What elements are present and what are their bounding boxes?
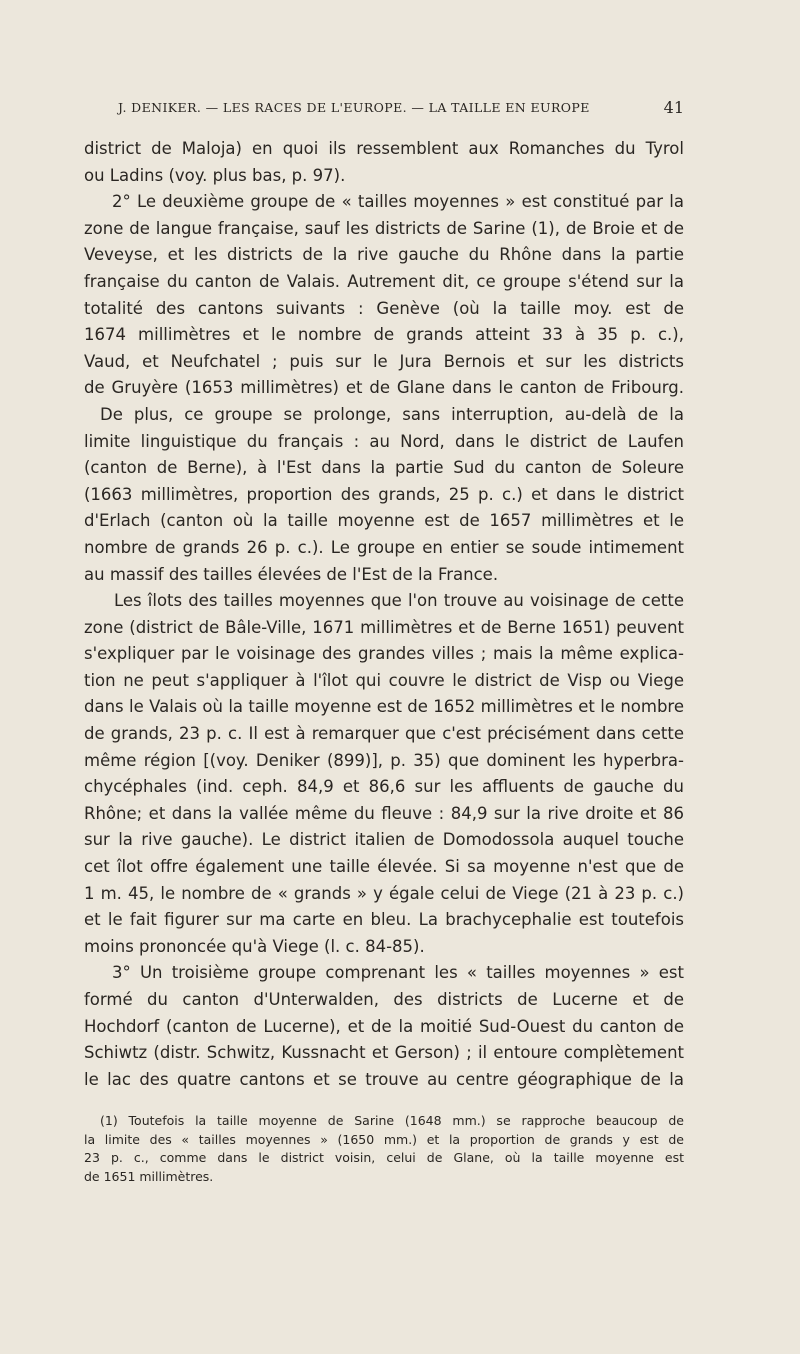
text-line: Vaud, et Neufchatel ; puis sur le Jura Bernois et sur les districts (84, 351, 684, 371)
footnote-line: (1) Toutefois la taille moyenne de Sarine (1648 mm.) se rapproche beaucoup de (100, 1113, 684, 1128)
text-line: Veveyse, et les districts de la rive gauche du Rhône dans la partie (84, 245, 684, 265)
text-line: et le fait figurer sur ma carte en bleu. La brachycephalie est toutefois (84, 910, 684, 930)
footnote-line: de 1651 millimètres. (84, 1168, 214, 1184)
text-line: 2° Le deuxième groupe de « tailles moyennes » est constitué par la (112, 192, 684, 212)
text-line: (canton de Berne), à l'Est dans la partie Sud du canton de Soleure (84, 458, 684, 478)
text-line: moins prononcée qu'à Viege (l. c. 84-85). (84, 936, 425, 956)
text-line: tion ne peut s'appliquer à l'îlot qui couvre le district de Visp ou Viege (84, 670, 684, 690)
footnotes (84, 1112, 684, 1186)
text-line: Hochdorf (canton de Lucerne), et de la moitié Sud-Ouest du canton de (84, 1016, 684, 1036)
text-line: dans le Valais où la taille moyenne est de 1652 millimètres et le nombre (84, 697, 684, 717)
text-line: Schiwtz (distr. Schwitz, Kussnacht et Gerson) ; il entoure complètement (84, 1043, 684, 1063)
text-line: Les îlots des tailles moyennes que l'on trouve au voisinage de cette (114, 591, 684, 611)
text-line: cet îlot offre également une taille élevée. Si sa moyenne n'est que de (84, 857, 684, 877)
running-title: J. DENIKER. — LES RACES DE L'EUROPE. — LA TAILLE EN EUROPE (118, 100, 590, 115)
page-number: 41 (663, 98, 684, 117)
text-line: s'expliquer par le voisinage des grandes villes ; mais la même explica- (84, 644, 684, 664)
text-line: française du canton de Valais. Autrement dit, ce groupe s'étend sur la (84, 271, 684, 291)
text-line: 1674 millimètres et le nombre de grands atteint 33 à 35 p. c.), (84, 325, 684, 345)
text-line: d'Erlach (canton où la taille moyenne est de 1657 millimètres et le (84, 511, 684, 531)
text-line: (1663 millimètres, proportion des grands, 25 p. c.) et dans le district (84, 484, 684, 504)
text-line: sur la rive gauche). Le district italien de Domodossola auquel touche (84, 830, 684, 850)
text-line: de grands, 23 p. c. Il est à remarquer que c'est précisément dans cette (84, 724, 684, 744)
body-text (84, 136, 684, 1093)
text-line: 3° Un troisième groupe comprenant les « tailles moyennes » est (112, 963, 684, 983)
text-line: Rhône; et dans la vallée même du fleuve : 84,9 sur la rive droite et 86 (84, 803, 684, 823)
text-line: chycéphales (ind. ceph. 84,9 et 86,6 sur les affluents de gauche du (84, 777, 684, 797)
running-header (118, 100, 684, 115)
footnote-line: 23 p. c., comme dans le district voisin, celui de Glane, où la taille moyenne est (84, 1150, 684, 1166)
text-line: district de Maloja) en quoi ils ressemblent aux Romanches du Tyrol (84, 139, 684, 158)
text-line: limite linguistique du français : au Nord, dans le district de Laufen (84, 431, 684, 451)
text-line: formé du canton d'Unterwalden, des districts de Lucerne et de (84, 990, 684, 1009)
text-line: de Gruyère (1653 millimètres) et de Glane dans le canton de Fribourg. (84, 378, 684, 398)
text-line: 1 m. 45, le nombre de « grands » y égale celui de Viege (21 à 23 p. c.) (84, 883, 684, 903)
text-line: nombre de grands 26 p. c.). Le groupe en entier se soude intimement (84, 537, 684, 557)
text-line: le lac des quatre cantons et se trouve au centre géographique de la (84, 1069, 684, 1089)
text-line: zone de langue française, sauf les districts de Sarine (1), de Broie et de (84, 218, 684, 238)
footnote-line: la limite des « tailles moyennes » (1650 mm.) et la proportion de grands y est de (84, 1131, 684, 1147)
text-line: zone (district de Bâle-Ville, 1671 millimètres et de Berne 1651) peuvent (84, 617, 684, 637)
text-line: totalité des cantons suivants : Genève (où la taille moy. est de (84, 298, 684, 318)
text-line: De plus, ce groupe se prolonge, sans interruption, au-delà de la (100, 404, 684, 424)
text-line: ou Ladins (voy. plus bas, p. 97). (84, 165, 346, 185)
text-line: au massif des tailles élevées de l'Est de la France. (84, 564, 499, 584)
text-line: même région [(voy. Deniker (899)], p. 35) que dominent les hyperbra- (84, 750, 684, 770)
